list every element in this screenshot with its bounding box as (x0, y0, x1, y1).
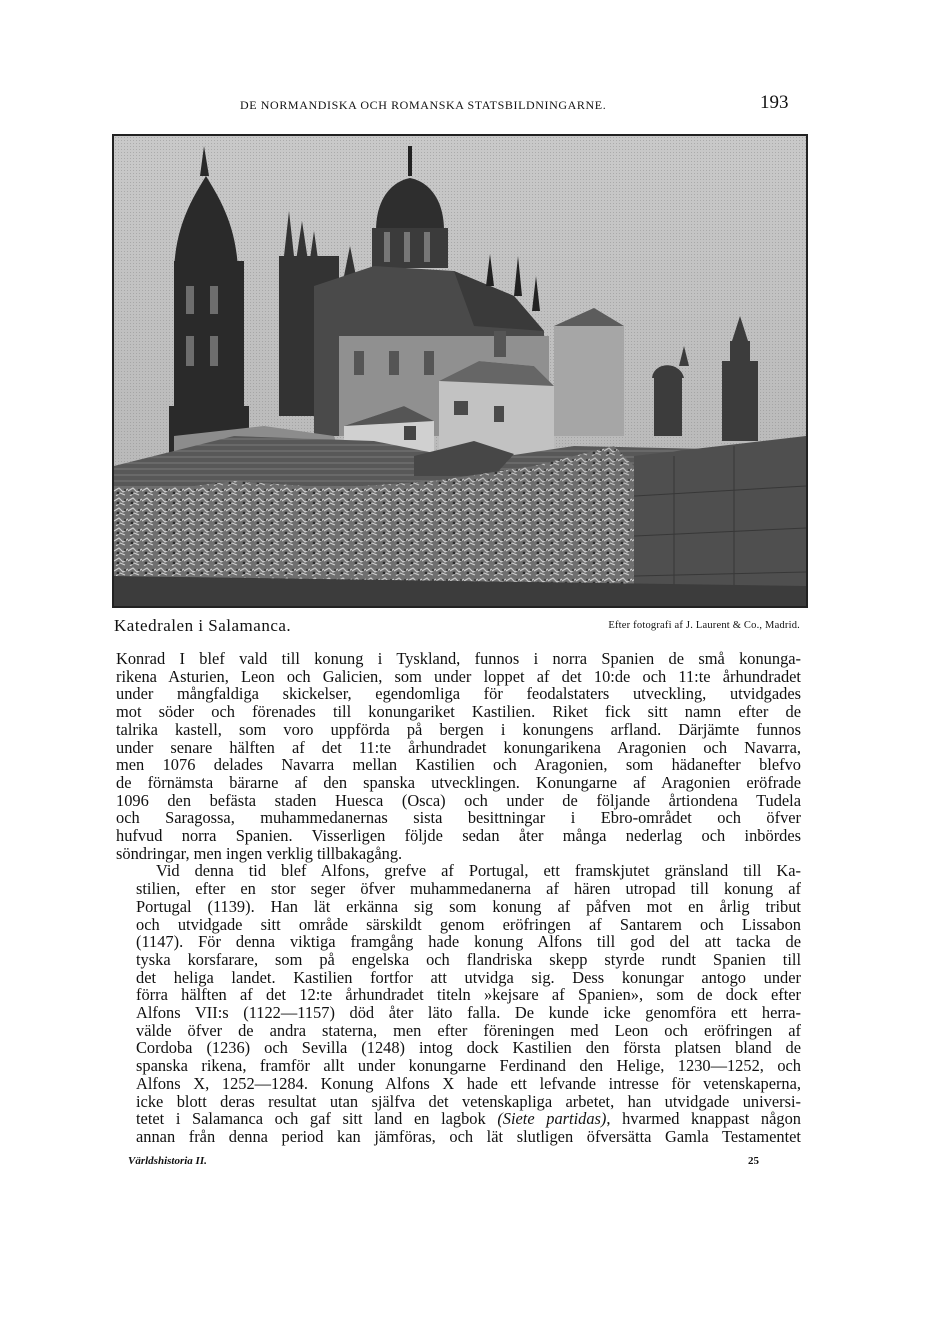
paragraph-1 (116, 650, 801, 862)
line: Alfons X, 1252—1284. Konung Alfons X hade ett lefvande intresse för vetenskaperna, (136, 1073, 801, 1093)
line: rikena Asturien, Leon och Galicien, som under loppet af det 10:de och 11:te århundradet (116, 666, 801, 686)
line: (1147). För denna viktiga framgång hade konung Alfons till god del att tacka de (136, 932, 801, 952)
line: och utvidgade sitt område särskildt genom eröfringen af Santarem och Lissabon (136, 914, 801, 934)
line: förra hälften af det 12:te århundradet titeln »kejsare af Spanien», som de dock efter (136, 985, 801, 1005)
body-text (116, 650, 801, 1146)
line: annan från denna period kan jämföras, och lät slutligen öfversätta Gamla Testamentet (136, 1126, 801, 1146)
line: Konrad I blef vald till konung i Tyskland, funnos i norra Spanien de små konunga- (116, 649, 801, 668)
line: hufvud norra Spanien. Visserligen följde sedan åter många nederlag och inbördes (116, 826, 801, 846)
line: de förnämsta bärarne af den spanska utvecklingen. Konungarne af Aragonien eröfrade (116, 772, 801, 792)
line: 1096 den befästa staden Huesca (Osca) och under de följande årtiondena Tudela (116, 790, 801, 810)
line: Alfons VII:s (1122—1157) död åter läto falla. De kunde icke genomföra ett herra- (136, 1003, 801, 1023)
line: och Saragossa, muhammedanernas sista besittningar i Ebro-området och öfver (116, 808, 801, 828)
line: icke blott deras resultat utan själfva det vetenskapliga arbetet, han utvidgade universi- (136, 1091, 801, 1111)
line: tetet i Salamanca och gaf sitt land en lagbok (Siete partidas), hvarmed knappast någon (136, 1109, 801, 1129)
line: välde öfver de andra staterna, men efter föreningen med Leon och eröfringen af (136, 1020, 801, 1040)
line: söndringar, men ingen verklig tillbakagång. (116, 843, 403, 863)
series-title: Världshistoria II. (128, 1155, 207, 1167)
signature-mark: 25 (748, 1155, 759, 1167)
line: under mångfaldiga skickelser, egendomliga för feodalstaters utveckling, utvidgades (116, 684, 801, 704)
paragraph-2 (116, 862, 801, 1145)
line: Vid denna tid blef Alfons, grefve af Portugal, ett framskjutet gränsland till Ka- (156, 861, 801, 881)
line: tyska korsfarare, som på engelska och flandriska skepp styrde rundt Spanien till (136, 949, 801, 969)
figure-caption: Katedralen i Salamanca. (114, 616, 292, 635)
cathedral-photograph (112, 134, 808, 608)
line: men 1076 delades Navarra mellan Kastilien och Aragonien, som hädanefter blefvo (116, 755, 801, 775)
running-head: DE NORMANDISKA OCH ROMANSKA STATSBILDNINGARNE. (240, 98, 607, 112)
book-title: (Siete partidas) (497, 1109, 607, 1129)
photo-credit: Efter fotografi af J. Laurent & Co., Madrid. (608, 620, 800, 631)
line: Portugal (1139). Han lät erkänna sig som konung af påfven mot en årlig tribut (136, 896, 801, 916)
page-number: 193 (760, 92, 789, 113)
line: Cordoba (1236) och Sevilla (1248) intog dock Kastilien den första platsen bland de (136, 1038, 801, 1058)
line: mot söder och förenades till konungariket Kastilien. Riket fick sitt namn efter de (116, 702, 801, 722)
line: stilien, efter en stor seger öfver muhammedanerna af hären utropad till konung af (136, 879, 801, 899)
line: talrika kastell, som voro uppförda på bergen i konungens arfland. Därjämte funnos (116, 719, 801, 739)
line: under senare hälften af det 11:te århundradet konungarikena Aragonien och Navarra, (116, 737, 801, 757)
line: det heliga landet. Kastilien fortfor att utvidga sig. Dess konungar antogo under (136, 967, 801, 987)
line: spanska rikena, framför allt under konungarne Ferdinand den Helige, 1230—1252, och (136, 1056, 801, 1076)
